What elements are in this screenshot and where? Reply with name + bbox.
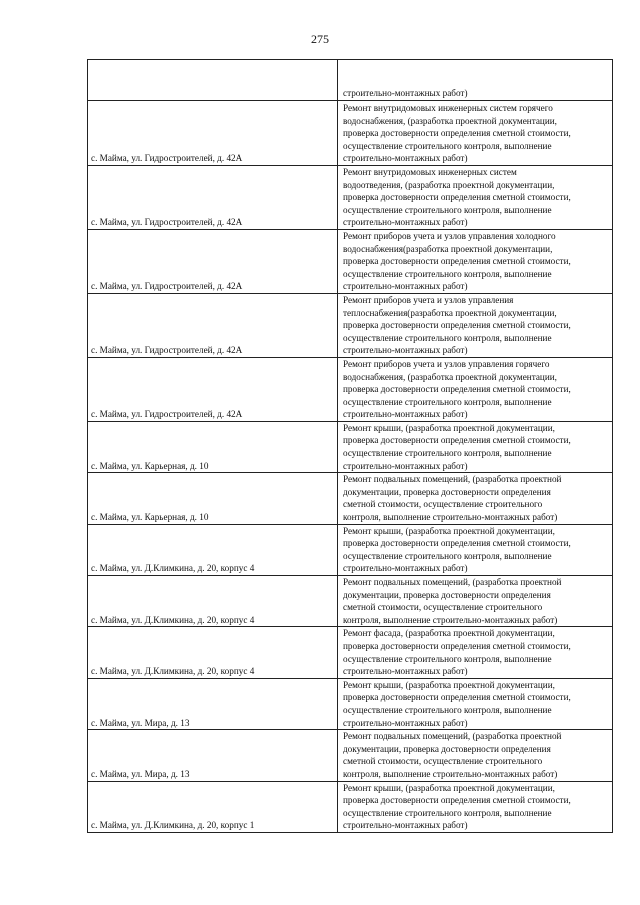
work-description-line: водоотведения, (разработка проектной документации, — [343, 179, 555, 190]
work-description-line: теплоснабжения(разработка проектной документации, — [343, 307, 557, 318]
work-description-cell — [338, 781, 613, 832]
table-row — [88, 60, 613, 101]
table-row — [88, 229, 613, 293]
work-description-cell — [338, 576, 613, 627]
work-description-line: проверка достоверности определения сметной стоимости, — [343, 128, 571, 139]
work-description-cell — [338, 524, 613, 575]
work-description-line: строительно-монтажных работ) — [343, 88, 468, 99]
work-description-line: Ремонт приборов учета и узлов управления холодного — [343, 230, 556, 241]
work-description-line: осуществление строительного контроля, выполнение — [343, 332, 552, 343]
address-cell: с. Майма, ул. Д.Климкина, д. 20, корпус 4 — [88, 576, 338, 627]
work-description-line: Ремонт крыши, (разработка проектной документации, — [343, 422, 555, 433]
work-description-line: проверка достоверности определения сметной стоимости, — [343, 640, 571, 651]
address-cell: с. Майма, ул. Гидростроителей, д. 42А — [88, 357, 338, 421]
work-description-line: строительно-монтажных работ) — [343, 281, 468, 292]
work-description-line: документации, проверка достоверности определения — [343, 589, 551, 600]
work-description-line: проверка достоверности определения сметной стоимости, — [343, 435, 571, 446]
table-row — [88, 781, 613, 832]
work-description-line: строительно-монтажных работ) — [343, 345, 468, 356]
table-row — [88, 166, 613, 230]
table-row — [88, 678, 613, 729]
address-cell: с. Майма, ул. Д.Климкина, д. 20, корпус 4 — [88, 524, 338, 575]
work-description-line: контроля, выполнение строительно-монтажных работ) — [343, 614, 558, 625]
work-description-line: осуществление строительного контроля, выполнение — [343, 396, 552, 407]
work-description-line: строительно-монтажных работ) — [343, 409, 468, 420]
work-description-line: строительно-монтажных работ) — [343, 666, 468, 677]
work-description-cell — [338, 357, 613, 421]
table-row — [88, 421, 613, 472]
works-table — [87, 59, 613, 833]
work-description-line: строительно-монтажных работ) — [343, 563, 468, 574]
work-description-line: осуществление строительного контроля, выполнение — [343, 140, 552, 151]
work-description-cell — [338, 421, 613, 472]
work-description-line: Ремонт крыши, (разработка проектной документации, — [343, 525, 555, 536]
table-row — [88, 524, 613, 575]
work-description-cell — [338, 101, 613, 166]
work-description-line: Ремонт внутридомовых инженерных систем — [343, 167, 517, 177]
work-description-line: водоснабжения, (разработка проектной документации, — [343, 371, 557, 382]
address-cell — [88, 60, 338, 101]
address-cell: с. Майма, ул. Мира, д. 13 — [88, 730, 338, 781]
work-description-line: Ремонт подвальных помещений, (разработка проектной — [343, 731, 562, 742]
table-row — [88, 357, 613, 421]
work-description-line: Ремонт приборов учета и узлов управления горячего — [343, 358, 550, 369]
work-description-line: осуществление строительного контроля, выполнение — [343, 204, 552, 215]
address-cell: с. Майма, ул. Гидростроителей, д. 42А — [88, 229, 338, 293]
work-description-line: осуществление строительного контроля, выполнение — [343, 448, 552, 459]
work-description-cell — [338, 730, 613, 781]
work-description-line: осуществление строительного контроля, выполнение — [343, 550, 552, 561]
work-description-line: Ремонт крыши, (разработка проектной документации, — [343, 782, 555, 793]
work-description-line: осуществление строительного контроля, выполнение — [343, 653, 552, 664]
work-description-line: водоснабжения(разработка проектной документации, — [343, 243, 553, 254]
work-description-cell — [338, 229, 613, 293]
work-description-line: документации, проверка достоверности определения — [343, 743, 551, 754]
table-row — [88, 293, 613, 357]
work-description-line: водоснабжения, (разработка проектной документации, — [343, 115, 557, 126]
work-description-cell — [338, 627, 613, 678]
work-description-line: проверка достоверности определения сметной стоимости, — [343, 384, 571, 395]
work-description-line: строительно-монтажных работ) — [343, 460, 468, 471]
work-description-line: строительно-монтажных работ) — [343, 717, 468, 728]
work-description-cell — [338, 60, 613, 101]
work-description-line: проверка достоверности определения сметной стоимости, — [343, 256, 571, 267]
work-description-line: сметной стоимости, осуществление строительного — [343, 756, 543, 767]
work-description-line: проверка достоверности определения сметной стоимости, — [343, 320, 571, 331]
page-number: 275 — [311, 32, 329, 46]
table-row — [88, 730, 613, 781]
work-description-line: осуществление строительного контроля, выполнение — [343, 807, 552, 818]
work-description-line: проверка достоверности определения сметной стоимости, — [343, 692, 571, 703]
work-description-line: контроля, выполнение строительно-монтажных работ) — [343, 768, 558, 779]
work-description-line: документации, проверка достоверности определения — [343, 486, 551, 497]
address-cell: с. Майма, ул. Карьерная, д. 10 — [88, 421, 338, 472]
work-description-line: осуществление строительного контроля, выполнение — [343, 268, 552, 279]
table-row — [88, 101, 613, 166]
work-description-line: строительно-монтажных работ) — [343, 820, 468, 831]
address-cell: с. Майма, ул. Д.Климкина, д. 20, корпус 1 — [88, 781, 338, 832]
address-cell: с. Майма, ул. Гидростроителей, д. 42А — [88, 293, 338, 357]
work-description-line: Ремонт внутридомовых инженерных систем горячего — [343, 103, 553, 114]
work-description-cell — [338, 678, 613, 729]
work-description-line: Ремонт приборов учета и узлов управления — [343, 294, 514, 305]
work-description-line: Ремонт подвальных помещений, (разработка проектной — [343, 474, 562, 485]
table-row — [88, 627, 613, 678]
work-description-line: строительно-монтажных работ) — [343, 217, 468, 228]
work-description-cell — [338, 293, 613, 357]
address-cell: с. Майма, ул. Гидростроителей, д. 42А — [88, 101, 338, 166]
work-description-line: строительно-монтажных работ) — [343, 153, 468, 164]
work-description-line: контроля, выполнение строительно-монтажных работ) — [343, 512, 558, 523]
table-row — [88, 473, 613, 524]
work-description-cell — [338, 166, 613, 230]
address-cell: с. Майма, ул. Мира, д. 13 — [88, 678, 338, 729]
work-description-line: проверка достоверности определения сметной стоимости, — [343, 538, 571, 549]
work-description-line: сметной стоимости, осуществление строительного — [343, 602, 543, 613]
work-description-line: проверка достоверности определения сметной стоимости, — [343, 795, 571, 806]
work-description-line: осуществление строительного контроля, выполнение — [343, 704, 552, 715]
work-description-cell — [338, 473, 613, 524]
work-description-line: проверка достоверности определения сметной стоимости, — [343, 192, 571, 203]
work-description-line: сметной стоимости, осуществление строительного — [343, 499, 543, 510]
work-description-line: Ремонт фасада, (разработка проектной документации, — [343, 628, 555, 639]
work-description-line: Ремонт крыши, (разработка проектной документации, — [343, 679, 555, 690]
address-cell: с. Майма, ул. Д.Климкина, д. 20, корпус 4 — [88, 627, 338, 678]
work-description-line: Ремонт подвальных помещений, (разработка проектной — [343, 577, 562, 587]
table-row — [88, 576, 613, 627]
address-cell: с. Майма, ул. Гидростроителей, д. 42А — [88, 166, 338, 230]
address-cell: с. Майма, ул. Карьерная, д. 10 — [88, 473, 338, 524]
